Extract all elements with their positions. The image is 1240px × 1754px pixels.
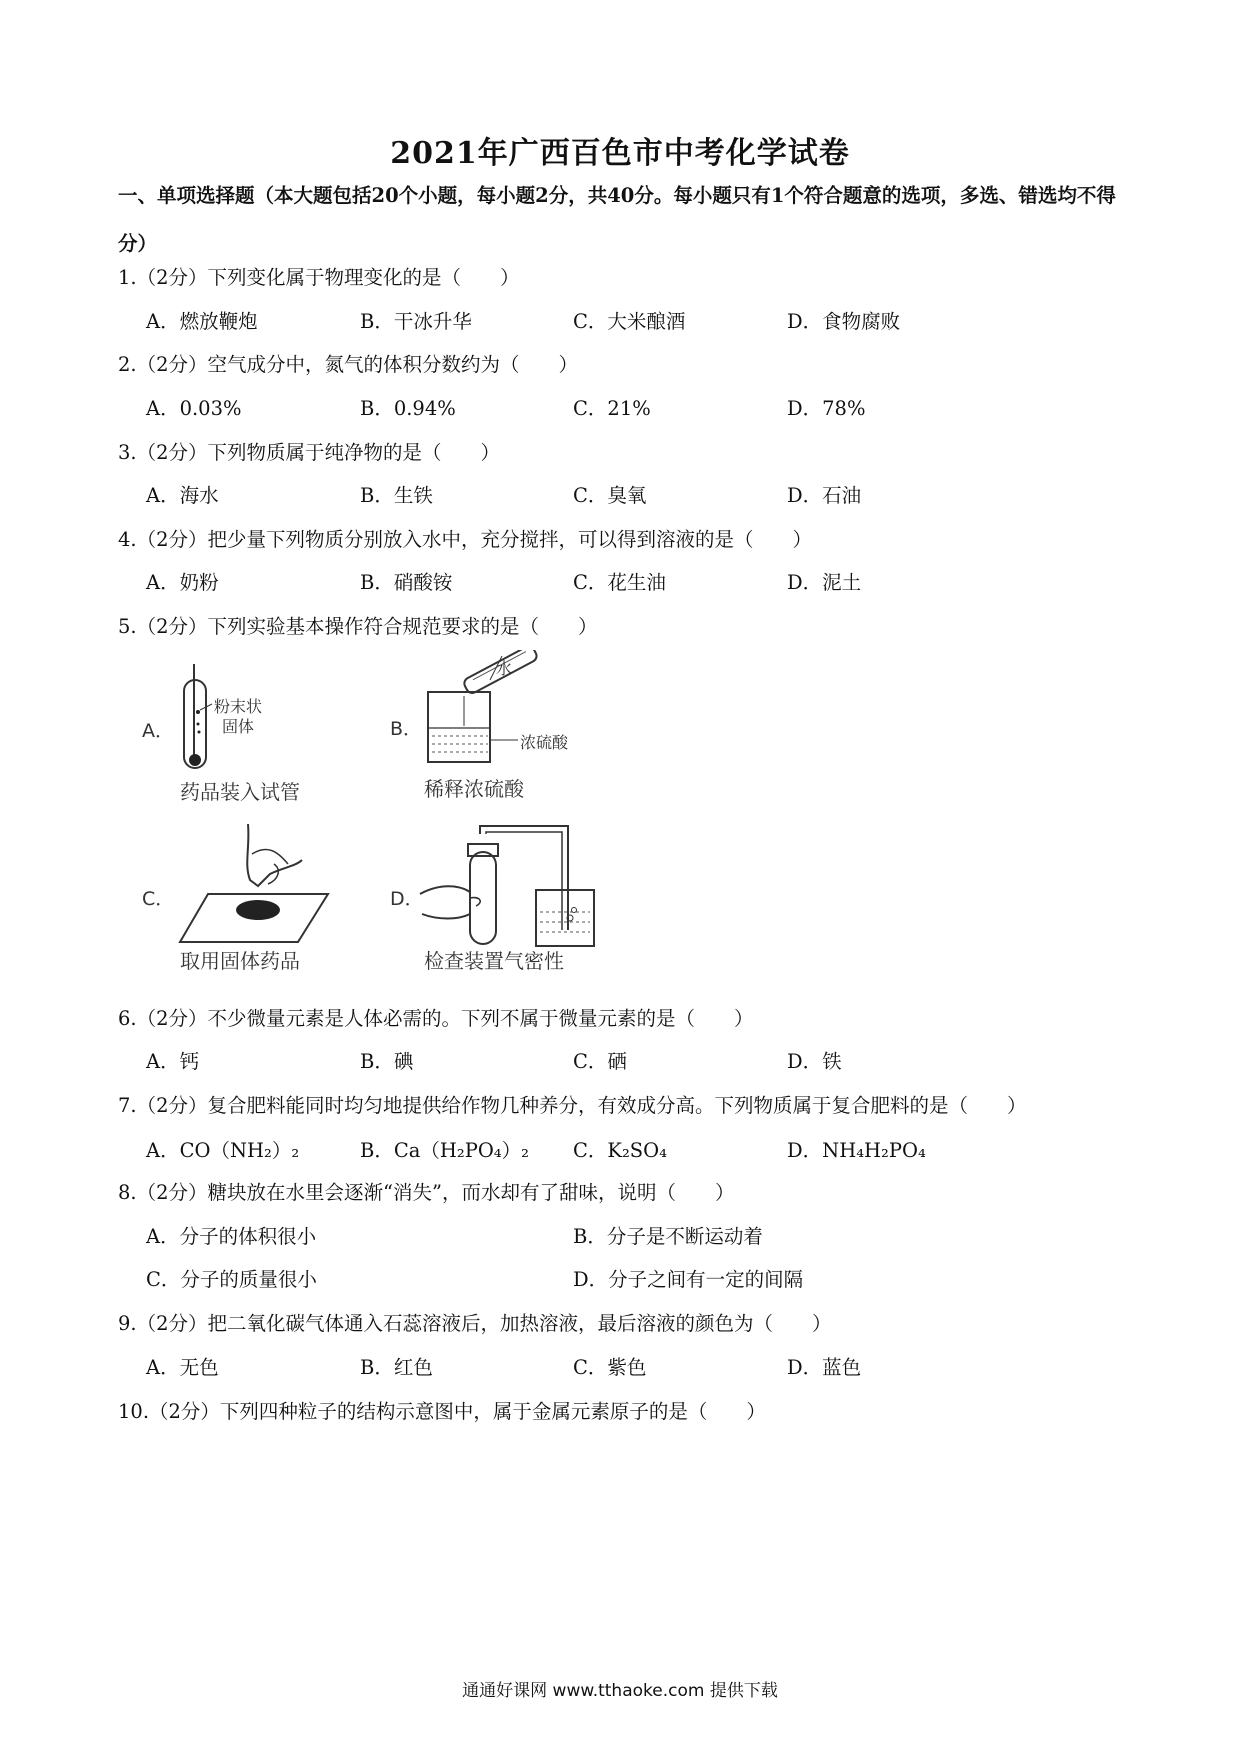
- question-8-stem: 8.（2分）糖块放在水里会逐渐“消失”，而水却有了甜味，说明（ ）: [118, 1181, 735, 1204]
- q4-option-c: C．花生油: [573, 571, 666, 594]
- question-10-stem: 10.（2分）下列四种粒子的结构示意图中，属于金属元素原子的是（ ）: [118, 1400, 766, 1423]
- fig-b-note-acid: 浓硫酸: [520, 733, 569, 752]
- q6-option-a: A．钙: [146, 1050, 200, 1073]
- q8-option-c: C．分子的质量很小: [146, 1268, 317, 1291]
- question-6-stem: 6.（2分）不少微量元素是人体必需的。下列不属于微量元素的是（ ）: [118, 1007, 754, 1030]
- q8-option-d: D．分子之间有一定的间隔: [573, 1268, 804, 1291]
- question-9-stem: 9.（2分）把二氧化碳气体通入石蕊溶液后，加热溶液，最后溶液的颜色为（ ）: [118, 1312, 832, 1335]
- q7-option-b: B．Ca（H₂PO₄）₂: [360, 1139, 529, 1162]
- question-4-stem: 4.（2分）把少量下列物质分别放入水中，充分搅拌，可以得到溶液的是（ ）: [118, 528, 813, 551]
- fig-b-note-water: 水: [496, 659, 513, 678]
- q9-option-c: C．紫色: [573, 1356, 647, 1379]
- q2-option-b: B．0.94%: [360, 397, 456, 420]
- q6-option-d: D．铁: [787, 1050, 842, 1073]
- q2-option-c: C．21%: [573, 397, 651, 420]
- q2-option-d: D．78%: [787, 397, 866, 420]
- q8-option-b: B．分子是不断运动着: [573, 1225, 763, 1248]
- q6-option-c: C．硒: [573, 1050, 627, 1073]
- q3-option-c: C．臭氧: [573, 484, 647, 507]
- airtightness-check-illustration: [418, 822, 608, 950]
- question-3-stem: 3.（2分）下列物质属于纯净物的是（ ）: [118, 441, 501, 464]
- fig-a-note-line1: 粉末状: [214, 697, 263, 716]
- fig-a-note-line2: 固体: [222, 717, 255, 736]
- q3-option-a: A．海水: [146, 484, 219, 507]
- q7-option-d: D．NH₄H₂PO₄: [787, 1139, 926, 1162]
- q1-option-b: B．干冰升华: [360, 310, 472, 333]
- q9-option-d: D．蓝色: [787, 1356, 862, 1379]
- q3-option-d: D．石油: [787, 484, 862, 507]
- question-5-stem: 5.（2分）下列实验基本操作符合规范要求的是（ ）: [118, 615, 598, 638]
- page-title: 2021年广西百色市中考化学试卷: [390, 136, 850, 171]
- q7-option-a: A．CO（NH₂）₂: [146, 1139, 300, 1162]
- q7-option-c: C．K₂SO₄: [573, 1139, 667, 1162]
- q1-option-c: C．大米酿酒: [573, 310, 686, 333]
- q1-option-a: A．燃放鞭炮: [146, 310, 258, 333]
- q9-option-a: A．无色: [146, 1356, 219, 1379]
- fig-a-letter: A．: [142, 720, 174, 742]
- fig-a-caption: 药品装入试管: [180, 780, 300, 804]
- q9-option-b: B．红色: [360, 1356, 433, 1379]
- fig-d-letter: D．: [390, 888, 424, 910]
- fig-c-caption: 取用固体药品: [180, 949, 300, 973]
- q2-option-a: A．0.03%: [146, 397, 242, 420]
- q8-option-a: A．分子的体积很小: [146, 1225, 317, 1248]
- hand-solid-reagent-illustration: [178, 824, 348, 944]
- q3-option-b: B．生铁: [360, 484, 433, 507]
- fig-b-letter: B．: [390, 718, 423, 740]
- fig-d-caption: 检查装置气密性: [424, 949, 564, 973]
- fig-c-letter: C．: [142, 888, 175, 910]
- q4-option-a: A．奶粉: [146, 571, 219, 594]
- q4-option-b: B．硝酸铵: [360, 571, 453, 594]
- question-7-stem: 7.（2分）复合肥料能同时均匀地提供给作物几种养分，有效成分高。下列物质属于复合肥料的是（ ）: [118, 1094, 1027, 1117]
- section-heading: 一、单项选择题（本大题包括20个小题，每小题2分，共40分。每小题只有1个符合题意的选项，多选、错选均不得分）: [118, 184, 1116, 255]
- page-footer: 通通好课网 www.tthaoke.com 提供下载: [462, 1681, 778, 1701]
- q1-option-d: D．食物腐败: [787, 310, 901, 333]
- fig-b-caption: 稀释浓硫酸: [424, 777, 524, 801]
- question-1-stem: 1.（2分）下列变化属于物理变化的是（ ）: [118, 266, 520, 289]
- question-2-stem: 2.（2分）空气成分中，氮气的体积分数约为（ ）: [118, 353, 579, 376]
- q4-option-d: D．泥土: [787, 571, 862, 594]
- q6-option-b: B．碘: [360, 1050, 414, 1073]
